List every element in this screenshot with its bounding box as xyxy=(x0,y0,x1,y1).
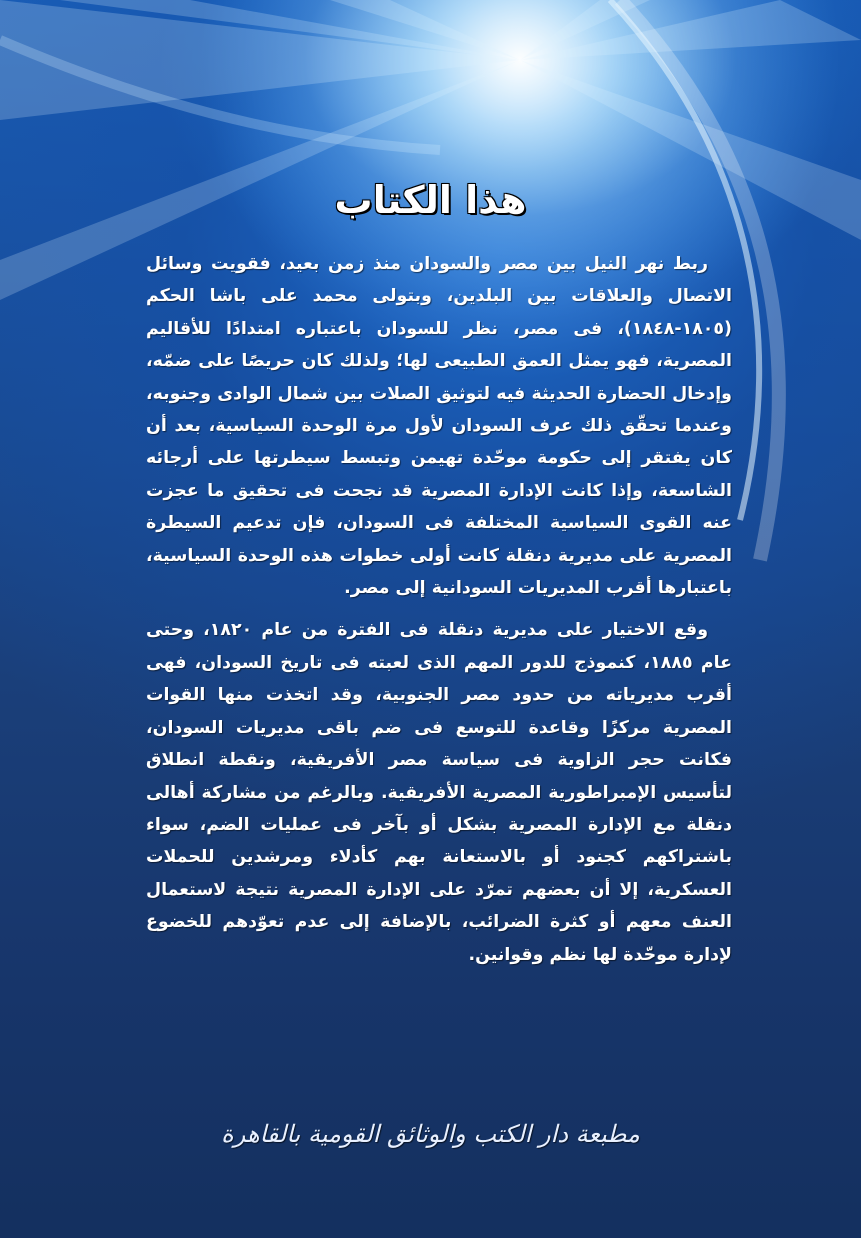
book-title-heading: هذا الكتاب xyxy=(334,178,527,222)
publisher-imprint: مطبعة دار الكتب والوثائق القومية بالقاهرة xyxy=(221,1120,640,1148)
description-paragraph-1: ربط نهر النيل بين مصر والسودان منذ زمن بعيد، فقويت وسائل الاتصال والعلاقات بين البلدين، وبتولى محمد على باشا الحكم (١٨٠٥-١٨٤٨)، فى مصر، نظر للسودان باعتباره امتدادًا للأقاليم المصرية، فهو يمثل العمق الطبيعى لها؛ ولذلك كان حريصًا على ضمّه، وإدخال الحضارة الحديثة فيه لتوثيق الصلات بين شمال الوادى وجنوبه، وعندما تحقّق ذلك عرف السودان لأول مرة الوحدة السياسية، بعد أن كان يفتقر إلى حكومة موحّدة تهيمن وتبسط سيطرتها على أرجائه الشاسعة، وإذا كانت الإدارة المصرية قد نجحت فى تحقيق ما عجزت عنه القوى السياسية المختلفة فى السودان، فإن تدعيم السيطرة المصرية على مديرية دنقلة كانت أولى خطوات هذه الوحدة السياسية، باعتبارها أقرب المديريات السودانية إلى مصر. xyxy=(146,254,732,599)
description-paragraph-2: وقع الاختيار على مديرية دنقلة فى الفترة من عام ١٨٢٠، وحتى عام ١٨٨٥، كنموذج للدور المهم الذى لعبته فى تاريخ السودان، فهى أقرب مديرياته من حدود مصر الجنوبية، وقد اتخذت منها القوات المصرية مركزًا وقاعدة للتوسع فى ضم باقى مديريات السودان، فكانت حجر الزاوية فى سياسة مصر الأفريقية، ونقطة انطلاق لتأسيس الإمبراطورية المصرية الأفريقية. وبالرغم من مشاركة أهالى دنقلة مع الإدارة المصرية بشكل أو بآخر فى عمليات الضم، سواء باشتراكهم كجنود أو بالاستعانة بهم كأدلاء ومرشدين للحملات العسكرية، إلا أن بعضهم تمرّد على الإدارة المصرية نتيجة لاستعمال العنف معهم أو كثرة الضرائب، بالإضافة إلى عدم تعوّدهم للخضوع لإدارة موحّدة لها نظم وقوانين. xyxy=(146,620,732,965)
book-description xyxy=(146,248,732,981)
